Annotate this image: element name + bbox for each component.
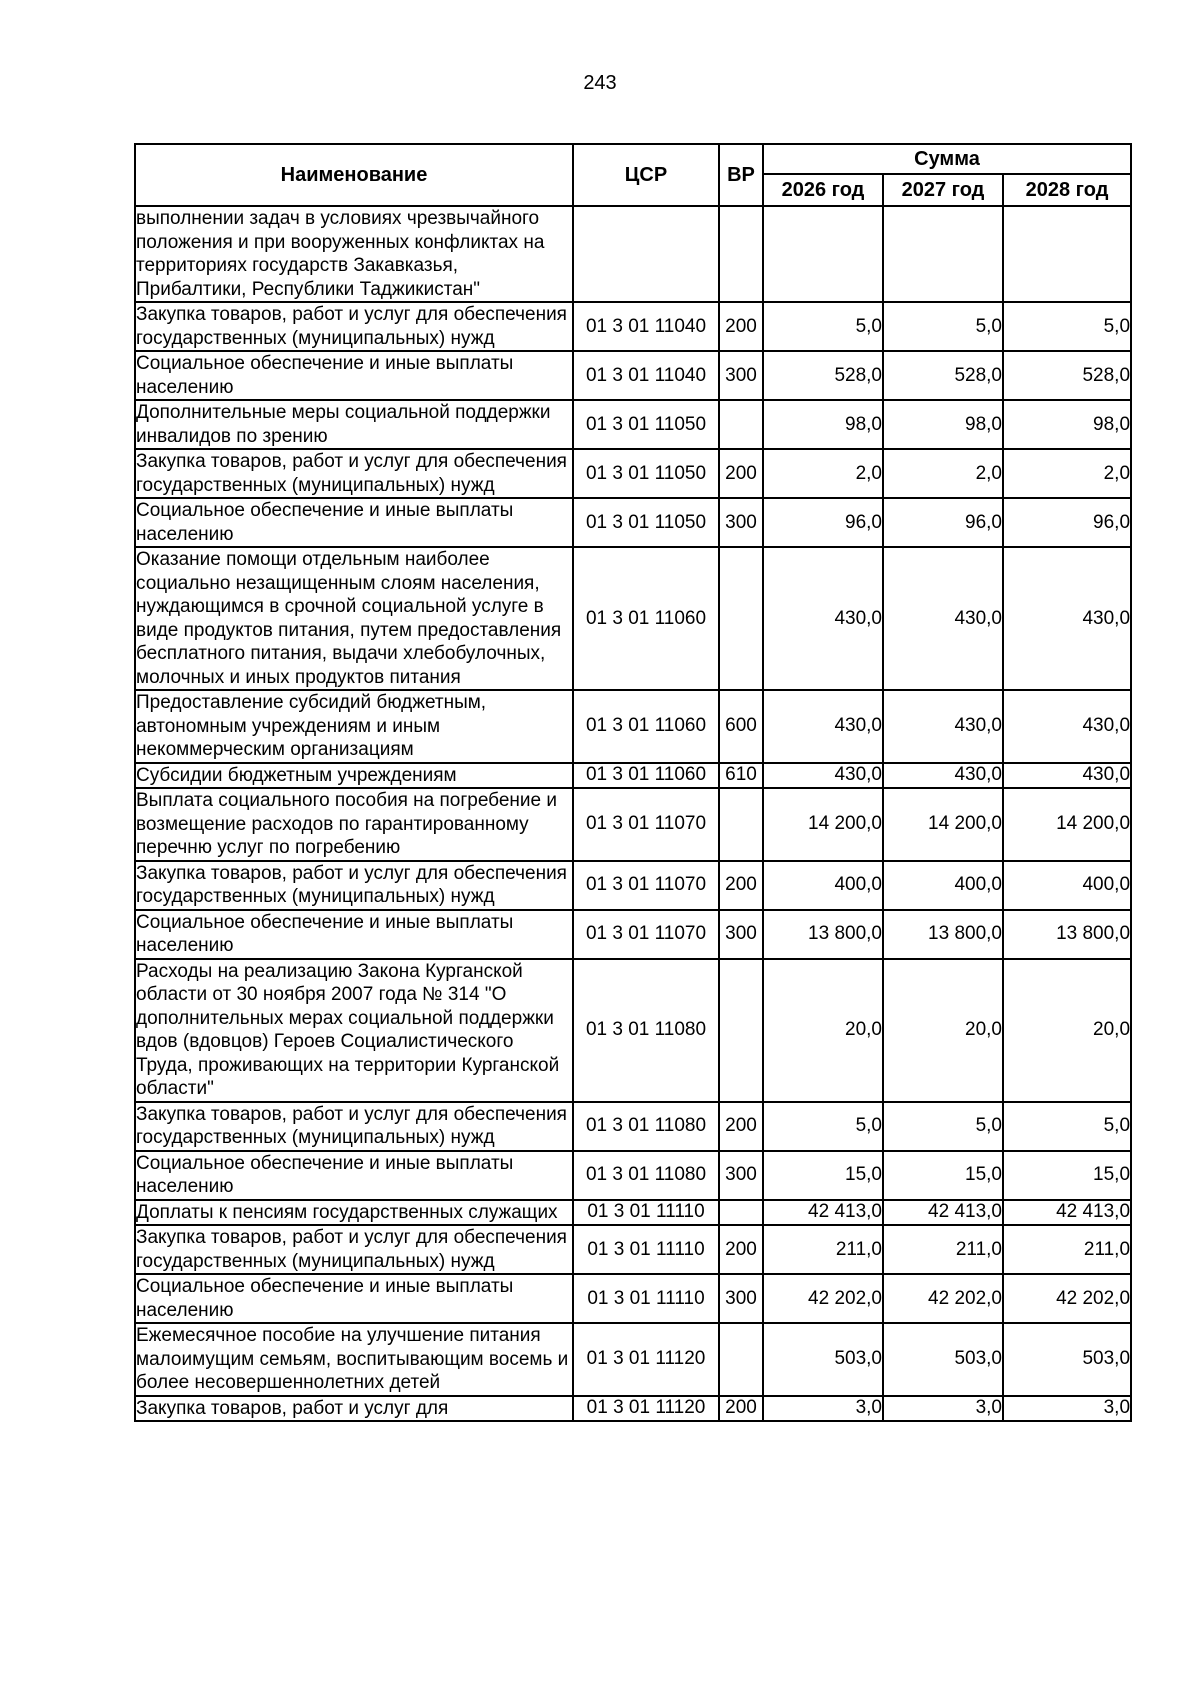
header-name: Наименование [135,144,573,206]
row-amount-2027: 430,0 [883,547,1003,690]
row-vr: 300 [719,1274,763,1323]
table-row [135,351,1131,400]
table-row [135,690,1131,763]
row-name: Закупка товаров, работ и услуг для обеспечения государственных (муниципальных) нужд [135,1102,573,1151]
row-vr: 200 [719,449,763,498]
row-amount-2027: 211,0 [883,1225,1003,1274]
row-amount-2028: 430,0 [1003,763,1131,789]
row-amount-2026: 211,0 [763,1225,883,1274]
row-amount-2026: 430,0 [763,763,883,789]
row-amount-2028: 14 200,0 [1003,788,1131,861]
row-vr: 600 [719,690,763,763]
table-row [135,206,1131,302]
row-vr: 200 [719,1102,763,1151]
row-vr: 610 [719,763,763,789]
header-year-2028: 2028 год [1003,174,1131,206]
row-name: Доплаты к пенсиям государственных служащих [135,1200,573,1226]
table-row [135,959,1131,1102]
row-vr [719,959,763,1102]
row-amount-2027: 3,0 [883,1396,1003,1422]
row-amount-2027: 15,0 [883,1151,1003,1200]
header-csr: ЦСР [573,144,719,206]
table-row [135,861,1131,910]
row-amount-2027: 528,0 [883,351,1003,400]
row-vr: 200 [719,1396,763,1422]
table-row [135,1274,1131,1323]
row-amount-2027: 503,0 [883,1323,1003,1396]
row-amount-2027: 2,0 [883,449,1003,498]
row-amount-2026 [763,206,883,302]
row-amount-2026: 13 800,0 [763,910,883,959]
row-amount-2026: 96,0 [763,498,883,547]
row-vr [719,400,763,449]
row-vr: 200 [719,861,763,910]
row-name: Социальное обеспечение и иные выплаты населению [135,1151,573,1200]
row-name: Социальное обеспечение и иные выплаты населению [135,351,573,400]
row-name: Предоставление субсидий бюджетным, автономным учреждениям и иным некоммерческим организациям [135,690,573,763]
row-amount-2028: 430,0 [1003,690,1131,763]
row-amount-2027: 400,0 [883,861,1003,910]
row-amount-2028: 13 800,0 [1003,910,1131,959]
row-amount-2027: 96,0 [883,498,1003,547]
table-row [135,1396,1131,1422]
row-name: Закупка товаров, работ и услуг для [135,1396,573,1422]
row-amount-2027: 42 413,0 [883,1200,1003,1226]
row-name: Закупка товаров, работ и услуг для обеспечения государственных (муниципальных) нужд [135,861,573,910]
row-amount-2026: 528,0 [763,351,883,400]
table-row [135,1323,1131,1396]
row-csr: 01 3 01 11040 [573,351,719,400]
table-row [135,1151,1131,1200]
row-amount-2028: 528,0 [1003,351,1131,400]
row-csr: 01 3 01 11060 [573,763,719,789]
row-name: Ежемесячное пособие на улучшение питания малоимущим семьям, воспитывающим восемь и более несовершеннолетних детей [135,1323,573,1396]
row-csr: 01 3 01 11110 [573,1225,719,1274]
row-csr: 01 3 01 11110 [573,1200,719,1226]
row-amount-2026: 503,0 [763,1323,883,1396]
table-row [135,302,1131,351]
row-vr [719,788,763,861]
row-csr: 01 3 01 11070 [573,788,719,861]
table-row [135,498,1131,547]
header-year-2027: 2027 год [883,174,1003,206]
row-amount-2027: 42 202,0 [883,1274,1003,1323]
row-amount-2026: 42 202,0 [763,1274,883,1323]
row-vr: 300 [719,498,763,547]
row-amount-2026: 5,0 [763,302,883,351]
table-row [135,449,1131,498]
row-amount-2028: 96,0 [1003,498,1131,547]
row-amount-2027: 13 800,0 [883,910,1003,959]
row-amount-2028: 503,0 [1003,1323,1131,1396]
row-csr: 01 3 01 11110 [573,1274,719,1323]
row-amount-2028: 42 202,0 [1003,1274,1131,1323]
row-amount-2027: 5,0 [883,1102,1003,1151]
row-amount-2026: 15,0 [763,1151,883,1200]
row-name: Закупка товаров, работ и услуг для обеспечения государственных (муниципальных) нужд [135,302,573,351]
row-csr: 01 3 01 11050 [573,400,719,449]
row-vr: 200 [719,302,763,351]
row-vr: 300 [719,351,763,400]
header-year-2026: 2026 год [763,174,883,206]
table-row [135,763,1131,789]
row-csr [573,206,719,302]
row-amount-2026: 2,0 [763,449,883,498]
header-sum: Сумма [763,144,1131,174]
row-amount-2027: 14 200,0 [883,788,1003,861]
table-row [135,400,1131,449]
row-amount-2026: 98,0 [763,400,883,449]
table-row [135,1102,1131,1151]
row-csr: 01 3 01 11040 [573,302,719,351]
page-number: 243 [583,72,617,94]
row-name: Выплата социального пособия на погребение и возмещение расходов по гарантированному перечню услуг по погребению [135,788,573,861]
row-amount-2026: 400,0 [763,861,883,910]
row-amount-2028: 211,0 [1003,1225,1131,1274]
row-amount-2028: 430,0 [1003,547,1131,690]
row-name: Социальное обеспечение и иные выплаты населению [135,498,573,547]
row-vr: 300 [719,910,763,959]
header-vr: ВР [719,144,763,206]
table-row [135,1200,1131,1226]
row-amount-2028: 5,0 [1003,302,1131,351]
row-csr: 01 3 01 11060 [573,690,719,763]
row-csr: 01 3 01 11080 [573,959,719,1102]
row-amount-2028: 20,0 [1003,959,1131,1102]
row-vr: 300 [719,1151,763,1200]
table-header [135,144,1131,206]
row-amount-2026: 42 413,0 [763,1200,883,1226]
row-name: Дополнительные меры социальной поддержки инвалидов по зрению [135,400,573,449]
row-amount-2026: 5,0 [763,1102,883,1151]
row-amount-2028: 3,0 [1003,1396,1131,1422]
row-amount-2027: 430,0 [883,763,1003,789]
row-amount-2027: 5,0 [883,302,1003,351]
row-csr: 01 3 01 11070 [573,861,719,910]
row-name: Социальное обеспечение и иные выплаты населению [135,1274,573,1323]
row-amount-2027: 20,0 [883,959,1003,1102]
row-amount-2028: 5,0 [1003,1102,1131,1151]
table-body [135,206,1131,1421]
row-csr: 01 3 01 11060 [573,547,719,690]
table-row [135,1225,1131,1274]
row-amount-2026: 430,0 [763,690,883,763]
budget-table [134,143,1132,1422]
row-vr [719,547,763,690]
row-csr: 01 3 01 11120 [573,1323,719,1396]
table-row [135,910,1131,959]
row-vr [719,206,763,302]
row-name: Закупка товаров, работ и услуг для обеспечения государственных (муниципальных) нужд [135,1225,573,1274]
row-amount-2028 [1003,206,1131,302]
row-vr: 200 [719,1225,763,1274]
row-name: Закупка товаров, работ и услуг для обеспечения государственных (муниципальных) нужд [135,449,573,498]
row-amount-2028: 2,0 [1003,449,1131,498]
row-amount-2026: 20,0 [763,959,883,1102]
row-amount-2026: 3,0 [763,1396,883,1422]
row-amount-2027 [883,206,1003,302]
row-amount-2028: 15,0 [1003,1151,1131,1200]
row-name: Социальное обеспечение и иные выплаты населению [135,910,573,959]
row-amount-2028: 400,0 [1003,861,1131,910]
row-amount-2028: 98,0 [1003,400,1131,449]
row-csr: 01 3 01 11080 [573,1102,719,1151]
row-name: Субсидии бюджетным учреждениям [135,763,573,789]
row-amount-2026: 14 200,0 [763,788,883,861]
row-csr: 01 3 01 11120 [573,1396,719,1422]
row-name: Расходы на реализацию Закона Курганской области от 30 ноября 2007 года № 314 "О дополнительных мерах социальной поддержки вдов (вдовцов) Героев Социалистического Труда, проживающих на территории Курганской области" [135,959,573,1102]
row-csr: 01 3 01 11080 [573,1151,719,1200]
row-amount-2027: 430,0 [883,690,1003,763]
row-csr: 01 3 01 11050 [573,498,719,547]
row-amount-2028: 42 413,0 [1003,1200,1131,1226]
row-vr [719,1200,763,1226]
row-amount-2026: 430,0 [763,547,883,690]
row-name: Оказание помощи отдельным наиболее социально незащищенным слоям населения, нуждающимся в срочной социальной услуге в виде продуктов питания, путем предоставления бесплатного питания, выдачи хлебобулочных, молочных и иных продуктов питания [135,547,573,690]
row-name: выполнении задач в условиях чрезвычайного положения и при вооруженных конфликтах на территориях государств Закавказья, Прибалтики, Республики Таджикистан" [135,206,573,302]
row-amount-2027: 98,0 [883,400,1003,449]
row-csr: 01 3 01 11050 [573,449,719,498]
row-vr [719,1323,763,1396]
table-row [135,788,1131,861]
row-csr: 01 3 01 11070 [573,910,719,959]
table-row [135,547,1131,690]
